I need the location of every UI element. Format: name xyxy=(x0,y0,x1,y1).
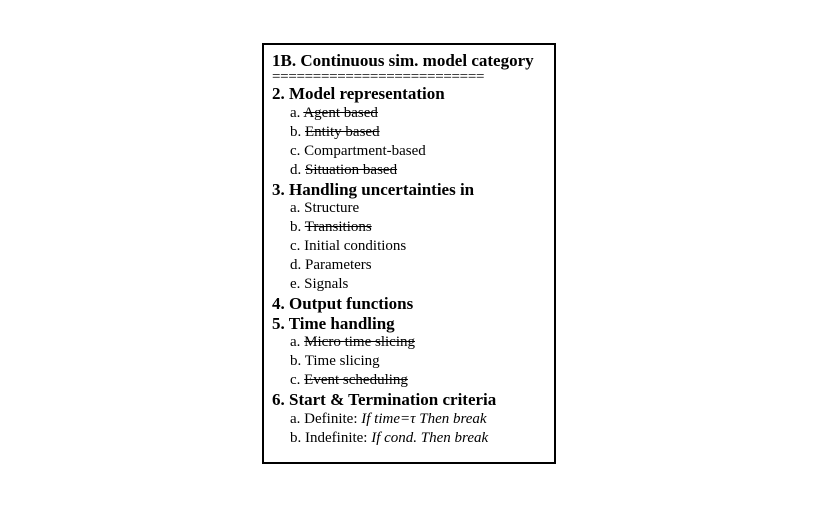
separator-line: ========================== xyxy=(272,71,485,84)
section-heading-time-handling: 5. Time handling xyxy=(272,313,395,333)
section-heading-model-representation: 2. Model representation xyxy=(272,84,445,103)
item-prefix: a. xyxy=(290,410,305,427)
list-item xyxy=(272,142,554,161)
item-text: Transitions xyxy=(304,219,372,235)
item-prefix: d. xyxy=(290,161,305,178)
list-item xyxy=(272,218,554,237)
section-heading-output-functions: 4. Output functions xyxy=(272,294,414,313)
list-item xyxy=(272,275,554,294)
item-text: Compartment-based xyxy=(304,142,426,159)
item-text: Structure xyxy=(304,200,360,216)
list-item xyxy=(272,410,554,429)
section-heading-uncertainties: 3. Handling uncertainties in xyxy=(272,179,475,199)
item-condition: If time=τ Then break xyxy=(361,410,487,427)
item-prefix: c. xyxy=(290,372,305,388)
item-text: Micro time slicing xyxy=(304,334,415,350)
item-label: Indefinite: xyxy=(305,429,372,446)
list-item xyxy=(272,256,554,275)
item-text: Event scheduling xyxy=(304,372,408,388)
item-prefix: c. xyxy=(290,142,305,159)
item-text: Situation based xyxy=(305,161,398,178)
item-prefix: b. xyxy=(290,219,305,235)
item-prefix: d. xyxy=(290,257,305,273)
list-item xyxy=(272,161,554,180)
list-item xyxy=(272,123,554,142)
list-item xyxy=(272,104,554,123)
item-prefix: b. xyxy=(290,353,305,369)
item-prefix: b. xyxy=(290,123,305,140)
list-item xyxy=(272,429,554,448)
list-item xyxy=(272,237,554,256)
item-condition: If cond. Then break xyxy=(371,429,489,446)
list-item xyxy=(272,333,554,352)
item-text: Parameters xyxy=(305,257,372,273)
item-text: Entity based xyxy=(305,123,380,140)
item-text: Signals xyxy=(304,276,349,292)
card-title: 1B. Continuous sim. model category xyxy=(272,51,534,70)
item-prefix: c. xyxy=(290,238,305,254)
item-text: Agent based xyxy=(303,104,378,121)
category-card xyxy=(262,43,556,464)
list-item xyxy=(272,199,554,218)
list-item xyxy=(272,371,554,390)
item-label: Definite: xyxy=(304,410,362,427)
item-prefix: e. xyxy=(290,276,305,292)
item-prefix: a. xyxy=(290,334,305,350)
list-item xyxy=(272,352,554,371)
item-text: Initial conditions xyxy=(304,238,407,254)
item-text: Time slicing xyxy=(304,353,380,369)
item-prefix: b. xyxy=(290,429,305,446)
item-prefix: a. xyxy=(290,104,304,121)
section-heading-termination-criteria: 6. Start & Termination criteria xyxy=(272,390,497,409)
item-prefix: a. xyxy=(290,200,305,216)
